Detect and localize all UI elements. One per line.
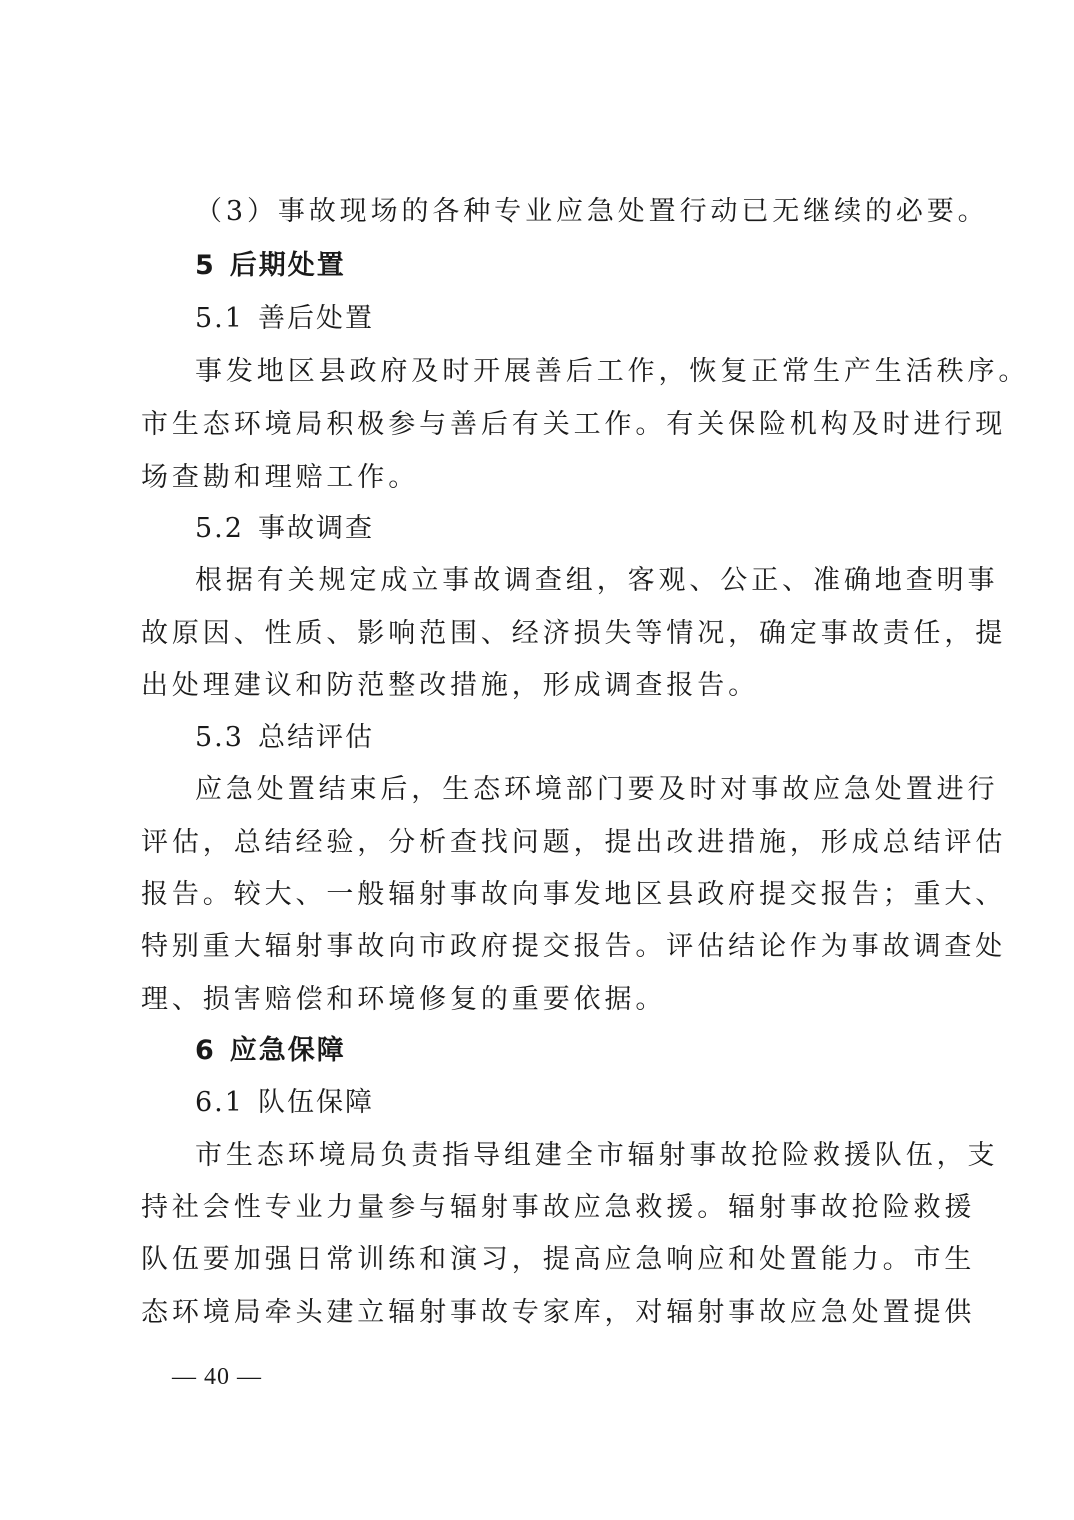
section-title: 后期处置 <box>229 250 346 281</box>
paragraph-line: 出处理建议和防范整改措施，形成调查报告。 <box>141 670 759 701</box>
subsection-title: 善后处置 <box>257 303 374 334</box>
subsection-number: 5.2 <box>195 513 244 544</box>
subsection-number: 5.1 <box>195 303 244 334</box>
paragraph-line: 理、损害赔偿和环境修复的重要依据。 <box>141 984 667 1015</box>
paragraph-line: 报告。较大、一般辐射事故向事发地区县政府提交报告；重大、 <box>141 879 1007 910</box>
section-number: 5 <box>195 250 216 281</box>
paragraph-line: 根据有关规定成立事故调查组，客观、公正、准确地查明事 <box>195 565 999 596</box>
paragraph-line: 特别重大辐射事故向市政府提交报告。评估结论作为事故调查处 <box>141 931 1007 962</box>
paragraph-line: 持社会性专业力量参与辐射事故应急救援。辐射事故抢险救援 <box>141 1192 976 1223</box>
paragraph-line: 市生态环境局负责指导组建全市辐射事故抢险救援队伍，支 <box>195 1140 999 1171</box>
paragraph-line: 场查勘和理赔工作。 <box>141 462 420 493</box>
subsection-heading-5-2 <box>195 503 374 555</box>
subsection-title: 队伍保障 <box>257 1087 374 1118</box>
subsection-number: 6.1 <box>195 1087 244 1118</box>
paragraph-line: 故原因、性质、影响范围、经济损失等情况，确定事故责任，提 <box>141 618 1007 649</box>
section-title: 应急保障 <box>229 1035 346 1066</box>
subsection-heading-6-1 <box>195 1077 374 1129</box>
paragraph-line: 队伍要加强日常训练和演习，提高应急响应和处置能力。市生 <box>141 1244 976 1275</box>
paragraph-line: 态环境局牵头建立辐射事故专家库，对辐射事故应急处置提供 <box>141 1297 976 1328</box>
section-heading-5 <box>195 240 346 292</box>
paragraph-line: 市生态环境局积极参与善后有关工作。有关保险机构及时进行现 <box>141 409 1007 440</box>
subsection-heading-5-1 <box>195 293 374 345</box>
subsection-title: 事故调查 <box>257 513 374 544</box>
subsection-heading-5-3 <box>195 712 374 764</box>
paragraph-line: 事发地区县政府及时开展善后工作，恢复正常生产生活秩序。 <box>195 356 1030 387</box>
page-number: — 40 — <box>172 1364 262 1390</box>
subsection-title: 总结评估 <box>257 722 374 753</box>
section-number: 6 <box>195 1035 216 1066</box>
paragraph-line: 评估，总结经验，分析查找问题，提出改进措施，形成总结评估 <box>141 827 1007 858</box>
subsection-number: 5.3 <box>195 722 244 753</box>
section-heading-6 <box>195 1025 346 1077</box>
paragraph-line: （3）事故现场的各种专业应急处置行动已无继续的必要。 <box>195 196 989 227</box>
paragraph-line: 应急处置结束后，生态环境部门要及时对事故应急处置进行 <box>195 774 999 805</box>
